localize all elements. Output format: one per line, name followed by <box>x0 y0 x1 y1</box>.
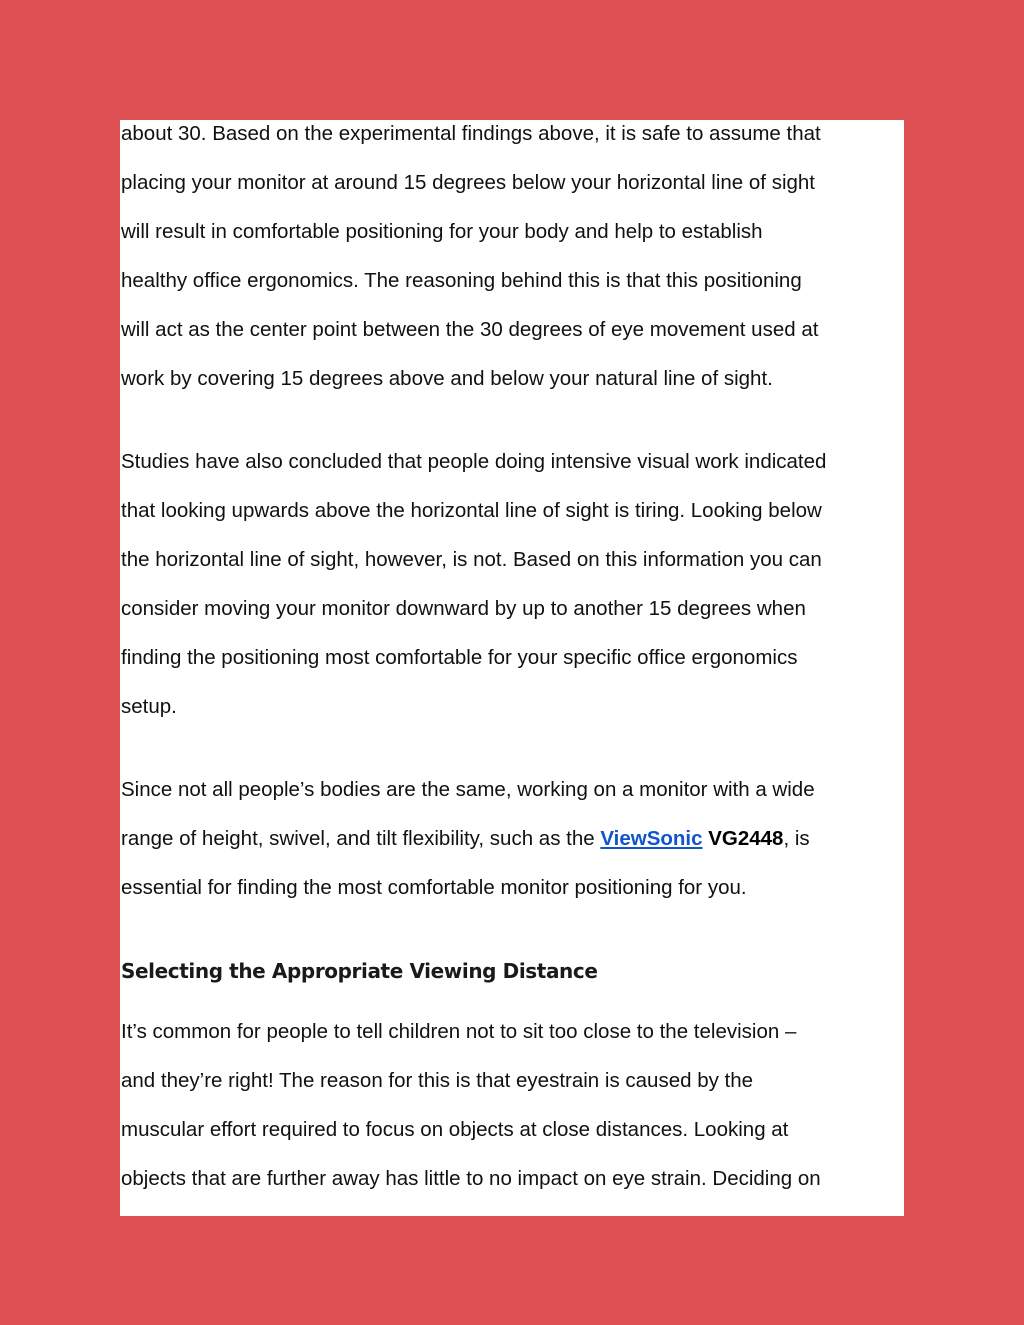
text-fragment: range of height, swivel, and tilt flexibility, such as the <box>121 827 601 850</box>
paragraph-gap <box>120 742 904 776</box>
paragraph-monitor-angle <box>120 120 904 414</box>
text-line: consider moving your monitor downward by up to another 15 degrees when <box>121 597 806 620</box>
paragraph-visual-work <box>120 448 904 742</box>
viewsonic-link[interactable]: ViewSonic <box>600 827 703 850</box>
text-line: placing your monitor at around 15 degrees below your horizontal line of sight <box>121 171 815 194</box>
text-line: objects that are further away has little to no impact on eye strain. Deciding on <box>121 1167 821 1190</box>
product-model: VG2448 <box>708 827 784 850</box>
text-line: and they’re right! The reason for this is that eyestrain is caused by the <box>121 1069 754 1092</box>
paragraph-monitor-flexibility <box>120 776 904 923</box>
text-line: setup. <box>121 695 177 718</box>
text-line: Since not all people’s bodies are the same, working on a monitor with a wide <box>121 778 815 801</box>
paragraph-viewing-distance <box>120 1018 904 1214</box>
text-line: Studies have also concluded that people doing intensive visual work indicated <box>121 450 827 473</box>
text-line: the horizontal line of sight, however, is not. Based on this information you can <box>121 548 822 571</box>
text-line: muscular effort required to focus on objects at close distances. Looking at <box>121 1118 789 1141</box>
text-line: will result in comfortable positioning for your body and help to establish <box>121 220 763 243</box>
paragraph-gap <box>120 414 904 448</box>
text-line-with-link <box>120 825 904 874</box>
section-heading: Selecting the Appropriate Viewing Distance <box>121 959 598 983</box>
text-line: that looking upwards above the horizontal line of sight is tiring. Looking below <box>121 499 822 522</box>
text-line: about 30. Based on the experimental findings above, it is safe to assume that <box>121 122 821 145</box>
text-line: healthy office ergonomics. The reasoning behind this is that this positioning <box>121 269 802 292</box>
document-page <box>120 120 904 1216</box>
text-fragment: , is <box>783 827 810 850</box>
text-line: essential for finding the most comfortable monitor positioning for you. <box>121 876 747 899</box>
text-line: will act as the center point between the 30 degrees of eye movement used at <box>121 318 819 341</box>
text-line: It’s common for people to tell children not to sit too close to the television – <box>121 1020 797 1043</box>
text-line: finding the positioning most comfortable for your specific office ergonomics <box>121 646 798 669</box>
paragraph-gap <box>120 923 904 957</box>
text-line: work by covering 15 degrees above and below your natural line of sight. <box>121 367 773 390</box>
